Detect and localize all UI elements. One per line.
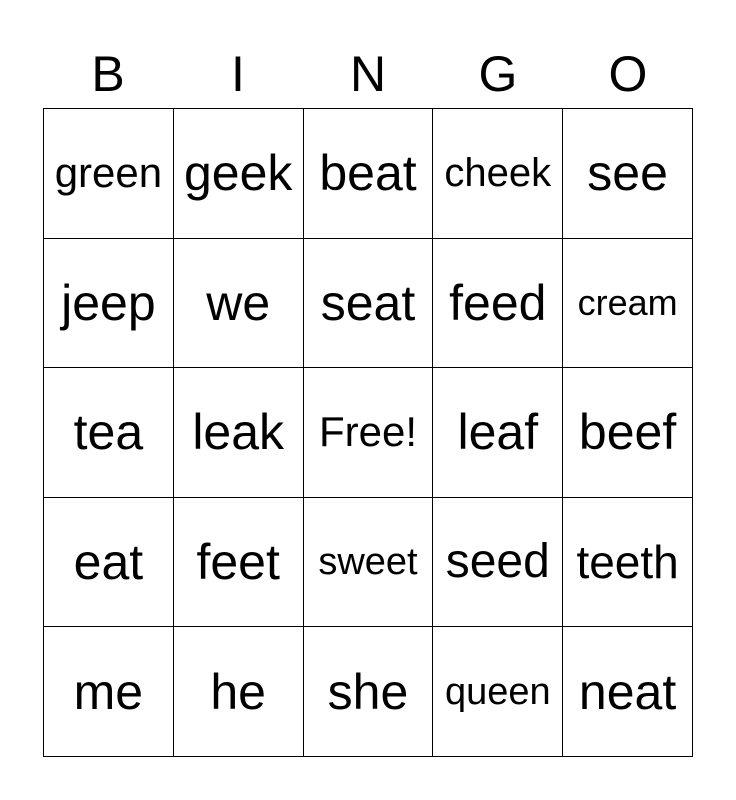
bingo-cell[interactable] — [174, 239, 304, 369]
bingo-header — [43, 40, 693, 108]
cell-text: beef — [578, 404, 677, 461]
bingo-cell[interactable] — [44, 627, 174, 757]
cell-text: tea — [73, 404, 144, 461]
bingo-cell[interactable] — [433, 109, 563, 239]
bingo-cell[interactable] — [44, 368, 174, 498]
cell-text: leaf — [457, 404, 539, 461]
cell-text: sweet — [318, 541, 418, 584]
bingo-cell[interactable] — [44, 498, 174, 628]
cell-text: me — [73, 663, 144, 720]
bingo-cell[interactable] — [174, 109, 304, 239]
cell-text: feet — [196, 534, 280, 591]
cell-text: she — [327, 663, 409, 720]
bingo-cell[interactable] — [304, 109, 434, 239]
bingo-cell[interactable] — [44, 239, 174, 369]
bingo-cell[interactable] — [563, 498, 693, 628]
cell-text: beat — [319, 145, 417, 202]
cell-text: green — [54, 149, 163, 197]
cell-text: we — [206, 274, 271, 331]
bingo-cell[interactable] — [433, 239, 563, 369]
cell-text: geek — [183, 145, 293, 202]
bingo-cell[interactable] — [304, 239, 434, 369]
cell-text: jeep — [61, 274, 156, 331]
cell-text: see — [587, 145, 668, 202]
header-letter-g: G — [478, 46, 518, 102]
cell-text: he — [210, 663, 266, 720]
bingo-cell[interactable] — [174, 498, 304, 628]
bingo-board — [43, 108, 693, 757]
cell-text: neat — [578, 663, 677, 720]
bingo-cell[interactable] — [174, 627, 304, 757]
bingo-cell[interactable] — [304, 498, 434, 628]
bingo-cell[interactable] — [563, 239, 693, 369]
cell-text: queen — [444, 670, 551, 713]
bingo-cell[interactable] — [563, 109, 693, 239]
header-letter-b: B — [91, 46, 125, 102]
cell-text: cream — [577, 281, 678, 323]
cell-text: cheek — [444, 151, 552, 196]
header-letter-o: O — [608, 46, 648, 102]
free-space[interactable] — [304, 368, 434, 498]
header-letter-i: I — [231, 46, 245, 102]
bingo-cell[interactable] — [433, 498, 563, 628]
header-letter-n: N — [349, 46, 387, 102]
cell-text: seed — [445, 535, 550, 589]
bingo-cell[interactable] — [433, 368, 563, 498]
bingo-cell[interactable] — [433, 627, 563, 757]
cell-text: Free! — [318, 408, 417, 456]
bingo-cell[interactable] — [44, 109, 174, 239]
bingo-cell[interactable] — [563, 627, 693, 757]
bingo-cell[interactable] — [174, 368, 304, 498]
cell-text: teeth — [576, 536, 679, 589]
bingo-cell[interactable] — [563, 368, 693, 498]
cell-text: feed — [449, 274, 547, 331]
bingo-cell[interactable] — [304, 627, 434, 757]
cell-text: seat — [320, 274, 416, 331]
cell-text: leak — [192, 404, 285, 461]
cell-text: eat — [73, 534, 144, 591]
